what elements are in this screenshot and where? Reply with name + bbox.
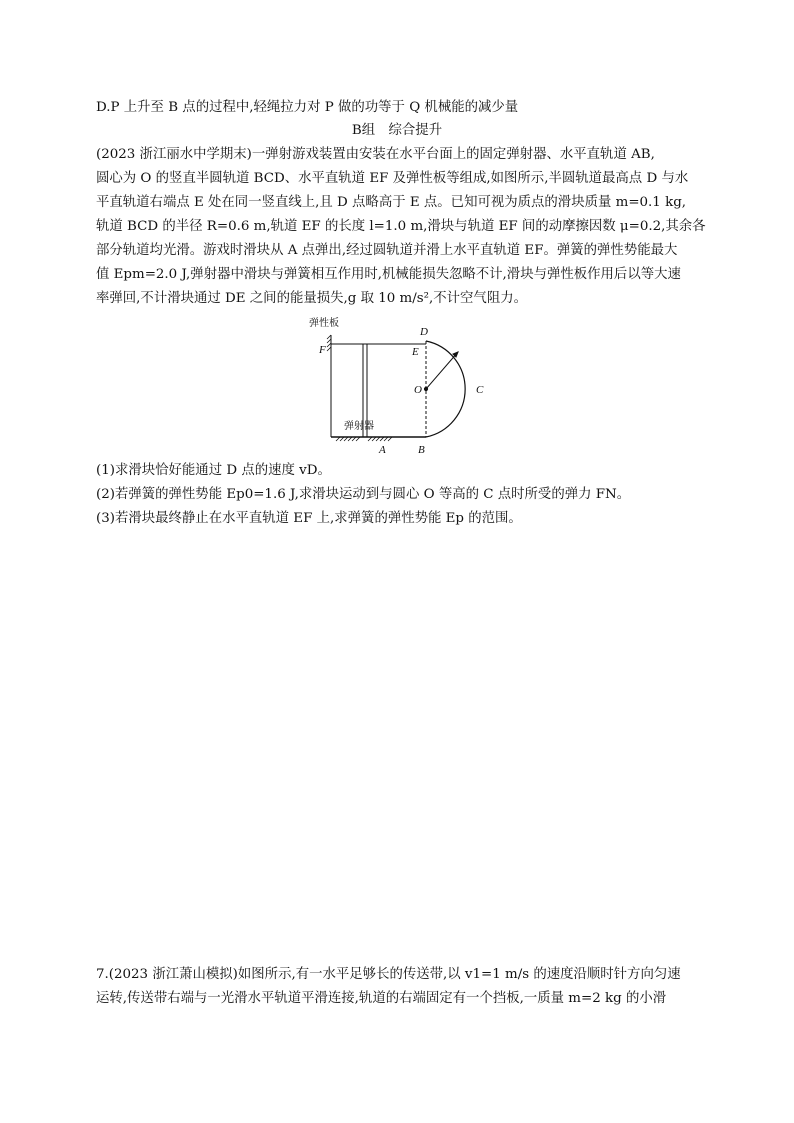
q6-line-1: (2023 浙江丽水中学期末)一弹射游戏装置由安装在水平台面上的固定弹射器、水平直轨道 AB, (96, 147, 655, 162)
q6-line-5: 部分轨道均光滑。游戏时滑块从 A 点弹出,经过圆轨道并滑上水平直轨道 EF。弹簧的弹性势能最大 (96, 243, 678, 258)
radius-arrow (426, 352, 458, 389)
option-d: D.P 上升至 B 点的过程中,轻绳拉力对 P 做的功等于 Q 机械能的减少量 (96, 100, 519, 115)
q7-line-2: 运转,传送带右端与一光滑水平轨道平滑连接,轨道的右端固定有一个挡板,一质量 m=2 kg 的小滑 (96, 991, 667, 1006)
label-launcher: 弹射器 (344, 421, 374, 432)
q6-sub-2: (2)若弹簧的弹性势能 Ep0=1.6 J,求滑块运动到与圆心 O 等高的 C 点时所受的弹力 FN。 (96, 487, 631, 502)
label-a: A (379, 444, 386, 456)
q6-line-6: 值 Epm=2.0 J,弹射器中滑块与弹簧相互作用时,机械能损失忽略不计,滑块与弹性板作用后以等大速 (96, 267, 681, 282)
q6-line-7: 率弹回,不计滑块通过 DE 之间的能量损失,g 取 10 m/s²,不计空气阻力。 (96, 291, 527, 306)
q6-sub-1: (1)求滑块恰好能通过 D 点的速度 vD。 (96, 463, 331, 478)
section-title: B组 综合提升 (351, 123, 443, 138)
label-elastic-plate: 弹性板 (309, 318, 339, 329)
track-diagram (306, 313, 496, 458)
center-o (424, 387, 427, 390)
label-o: O (414, 384, 422, 396)
q7-line-1: 7.(2023 浙江萧山模拟)如图所示,有一水平足够长的传送带,以 v1=1 m/s 的速度沿顺时针方向匀速 (96, 967, 681, 982)
q6-line-2: 圆心为 O 的竖直半圆轨道 BCD、水平直轨道 EF 及弹性板等组成,如图所示,半圆轨道最高点 D 与水 (96, 171, 689, 186)
q6-line-4: 轨道 BCD 的半径 R=0.6 m,轨道 EF 的长度 l=1.0 m,滑块与轨道 EF 间的动摩擦因数 μ=0.2,其余各 (96, 219, 706, 234)
label-d: D (420, 326, 428, 338)
label-b: B (418, 444, 425, 456)
q6-line-3: 平直轨道右端点 E 处在同一竖直线上,且 D 点略高于 E 点。已知可视为质点的滑块质量 m=0.1 kg, (96, 195, 687, 210)
wall-hatch (327, 335, 331, 351)
label-f: F (319, 344, 326, 356)
q6-sub-3: (3)若滑块最终静止在水平直轨道 EF 上,求弹簧的弹性势能 Ep 的范围。 (96, 511, 522, 526)
semicircle-bcd (426, 341, 465, 437)
label-c: C (476, 384, 484, 396)
label-e: E (412, 346, 419, 358)
